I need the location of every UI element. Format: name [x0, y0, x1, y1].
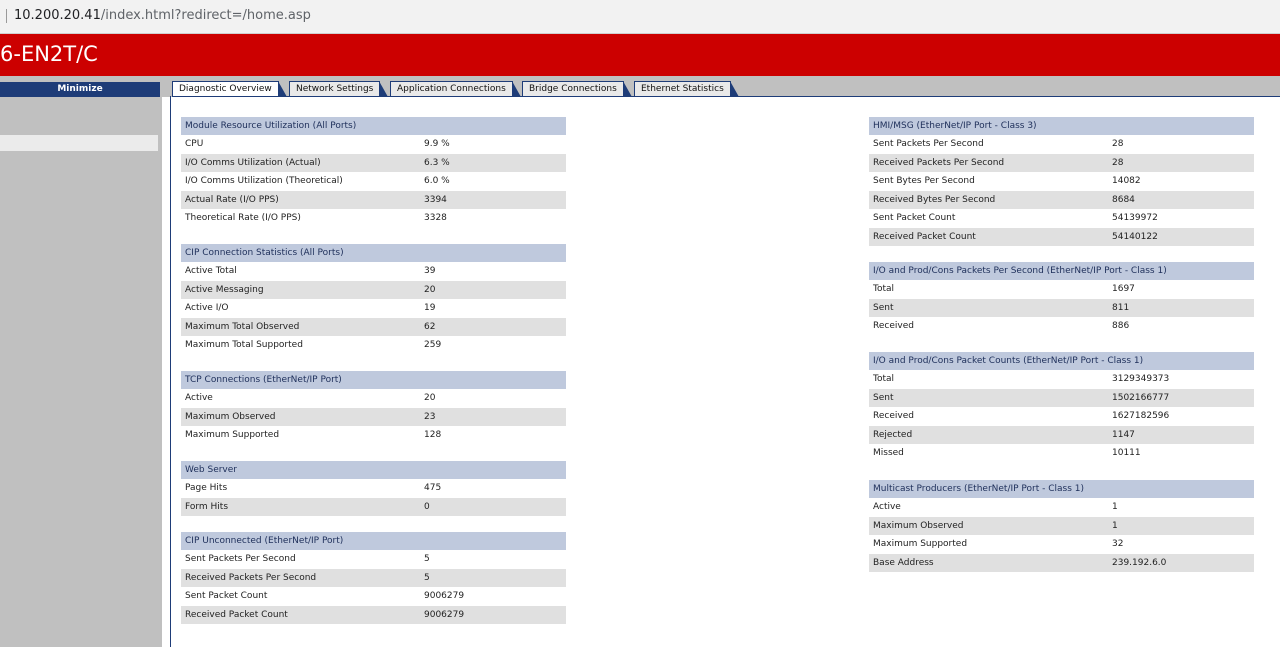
- table-row: [181, 172, 566, 191]
- row-label: Total: [873, 374, 895, 384]
- section-io-packet-counts: [869, 352, 1254, 463]
- row-value: 3394: [424, 194, 447, 205]
- row-value: 20: [424, 284, 436, 295]
- row-value: 1502166777: [1112, 392, 1170, 403]
- tab-bridge-connections[interactable]: Bridge Connections: [522, 81, 624, 96]
- section-header: I/O and Prod/Cons Packets Per Second (EtherNet/IP Port - Class 1): [869, 262, 1254, 280]
- row-label: Sent Packet Count: [185, 591, 268, 601]
- section-header: Multicast Producers (EtherNet/IP Port - Class 1): [869, 480, 1254, 498]
- row-value: 10111: [1112, 448, 1141, 458]
- table-row: [869, 191, 1254, 210]
- row-label: Base Address: [873, 557, 934, 568]
- row-value: 475: [424, 483, 442, 493]
- table-row: [181, 154, 566, 173]
- row-label: Sent Packets Per Second: [185, 554, 296, 564]
- table-row: [181, 389, 566, 408]
- row-value: 28: [1112, 139, 1124, 149]
- row-value: 20: [424, 393, 436, 403]
- row-value: 1697: [1112, 284, 1135, 294]
- row-label: Active Messaging: [185, 284, 264, 295]
- url-host: 10.200.20.41: [14, 8, 101, 23]
- table-row: [181, 209, 566, 228]
- row-label: CPU: [185, 139, 204, 149]
- row-label: Sent Packet Count: [873, 213, 956, 223]
- table-row: [181, 426, 566, 445]
- table-row: [181, 479, 566, 498]
- table-row: [869, 535, 1254, 554]
- table-row: [181, 191, 566, 210]
- table-row: [869, 498, 1254, 517]
- row-value: 128: [424, 430, 442, 440]
- section-hmi-msg: [869, 117, 1254, 246]
- row-value: 0: [424, 501, 430, 512]
- row-label: Maximum Total Supported: [185, 340, 303, 350]
- row-value: 19: [424, 303, 436, 313]
- row-value: 1627182596: [1112, 411, 1170, 421]
- table-row: [869, 517, 1254, 536]
- section-multicast-producers: [869, 480, 1254, 572]
- section-cip-connection-statistics: [181, 244, 566, 355]
- row-label: Received: [873, 411, 914, 421]
- page-header: [0, 34, 1280, 76]
- tab-network-settings[interactable]: Network Settings: [289, 81, 380, 96]
- table-row: [181, 587, 566, 606]
- row-value: 3129349373: [1112, 374, 1170, 384]
- section-header: Module Resource Utilization (All Ports): [181, 117, 566, 135]
- row-label: Received Packet Count: [185, 609, 288, 620]
- row-value: 39: [424, 266, 436, 276]
- table-row: [181, 318, 566, 337]
- section-header: CIP Connection Statistics (All Ports): [181, 244, 566, 262]
- row-label: Received Packets Per Second: [873, 157, 1005, 168]
- table-row: [869, 135, 1254, 154]
- section-header: Web Server: [181, 461, 566, 479]
- section-cip-unconnected: [181, 532, 566, 624]
- row-value: 811: [1112, 302, 1130, 313]
- row-label: Maximum Observed: [873, 520, 964, 531]
- row-value: 1: [1112, 502, 1118, 512]
- table-row: [181, 281, 566, 300]
- row-value: 5: [424, 572, 430, 583]
- row-label: Maximum Supported: [185, 430, 280, 440]
- row-value: 1147: [1112, 429, 1135, 440]
- row-value: 259: [424, 340, 442, 350]
- section-module-resource-utilization: [181, 117, 566, 228]
- table-row: [869, 554, 1254, 573]
- table-row: [181, 550, 566, 569]
- row-label: Received: [873, 321, 914, 331]
- row-label: Received Bytes Per Second: [873, 194, 996, 205]
- section-header: I/O and Prod/Cons Packet Counts (EtherNet/IP Port - Class 1): [869, 352, 1254, 370]
- row-label: Active Total: [185, 266, 237, 276]
- table-row: [869, 154, 1254, 173]
- tab-ethernet-statistics[interactable]: Ethernet Statistics: [634, 81, 731, 96]
- row-label: Page Hits: [185, 483, 228, 493]
- address-bar[interactable]: [0, 0, 1280, 34]
- row-label: Active: [873, 502, 901, 512]
- table-row: [181, 135, 566, 154]
- row-label: Rejected: [873, 429, 913, 440]
- row-label: Received Packets Per Second: [185, 572, 317, 583]
- section-tcp-connections: [181, 371, 566, 445]
- table-row: [869, 172, 1254, 191]
- row-value: 54140122: [1112, 231, 1158, 242]
- url-text[interactable]: [14, 8, 311, 23]
- address-bar-divider: [6, 9, 7, 23]
- row-label: I/O Comms Utilization (Actual): [185, 157, 321, 168]
- row-label: Sent: [873, 392, 894, 403]
- row-label: Theoretical Rate (I/O PPS): [185, 213, 301, 223]
- row-value: 9.9 %: [424, 139, 450, 149]
- section-header: HMI/MSG (EtherNet/IP Port - Class 3): [869, 117, 1254, 135]
- row-value: 14082: [1112, 176, 1141, 186]
- sidebar-selected-item[interactable]: [0, 135, 158, 151]
- table-row: [181, 299, 566, 318]
- table-row: [181, 498, 566, 517]
- tab-application-connections[interactable]: Application Connections: [390, 81, 513, 96]
- row-value: 54139972: [1112, 213, 1158, 223]
- table-row: [869, 407, 1254, 426]
- tab-underline: [172, 96, 1280, 97]
- table-row: [181, 408, 566, 427]
- row-value: 239.192.6.0: [1112, 557, 1167, 568]
- row-label: Active I/O: [185, 303, 229, 313]
- row-value: 23: [424, 411, 436, 422]
- row-label: Active: [185, 393, 213, 403]
- row-value: 3328: [424, 213, 447, 223]
- table-row: [869, 228, 1254, 247]
- table-row: [181, 569, 566, 588]
- row-value: 28: [1112, 157, 1124, 168]
- row-value: 886: [1112, 321, 1130, 331]
- content-border: [170, 96, 171, 647]
- section-web-server: [181, 461, 566, 516]
- section-header: CIP Unconnected (EtherNet/IP Port): [181, 532, 566, 550]
- table-row: [181, 262, 566, 281]
- sidebar: [0, 76, 162, 647]
- table-row: [869, 444, 1254, 463]
- row-label: Total: [873, 284, 895, 294]
- row-label: Actual Rate (I/O PPS): [185, 194, 279, 205]
- row-label: I/O Comms Utilization (Theoretical): [185, 176, 343, 186]
- minimize-button[interactable]: Minimize: [0, 82, 160, 97]
- row-label: Maximum Supported: [873, 539, 968, 549]
- table-row: [181, 336, 566, 355]
- row-label: Maximum Observed: [185, 411, 276, 422]
- row-label: Sent Bytes Per Second: [873, 176, 975, 186]
- row-label: Received Packet Count: [873, 231, 976, 242]
- row-value: 32: [1112, 539, 1124, 549]
- row-label: Form Hits: [185, 501, 229, 512]
- section-header: TCP Connections (EtherNet/IP Port): [181, 371, 566, 389]
- row-value: 8684: [1112, 194, 1135, 205]
- row-value: 9006279: [424, 609, 465, 620]
- row-label: Sent: [873, 302, 894, 313]
- module-title: 6-EN2T/C: [0, 42, 98, 66]
- row-label: Missed: [873, 448, 904, 458]
- table-row: [181, 606, 566, 625]
- row-value: 9006279: [424, 591, 465, 601]
- row-value: 6.3 %: [424, 157, 450, 168]
- table-row: [869, 299, 1254, 318]
- row-value: 1: [1112, 520, 1118, 531]
- section-io-packets-per-second: [869, 262, 1254, 336]
- table-row: [869, 426, 1254, 445]
- row-label: Maximum Total Observed: [185, 321, 300, 332]
- row-label: Sent Packets Per Second: [873, 139, 984, 149]
- row-value: 6.0 %: [424, 176, 450, 186]
- table-row: [869, 370, 1254, 389]
- table-row: [869, 280, 1254, 299]
- url-path: /index.html?redirect=/home.asp: [100, 8, 311, 23]
- tab-diagnostic-overview[interactable]: Diagnostic Overview: [172, 81, 279, 97]
- table-row: [869, 317, 1254, 336]
- table-row: [869, 209, 1254, 228]
- row-value: 5: [424, 554, 430, 564]
- table-row: [869, 389, 1254, 408]
- row-value: 62: [424, 321, 436, 332]
